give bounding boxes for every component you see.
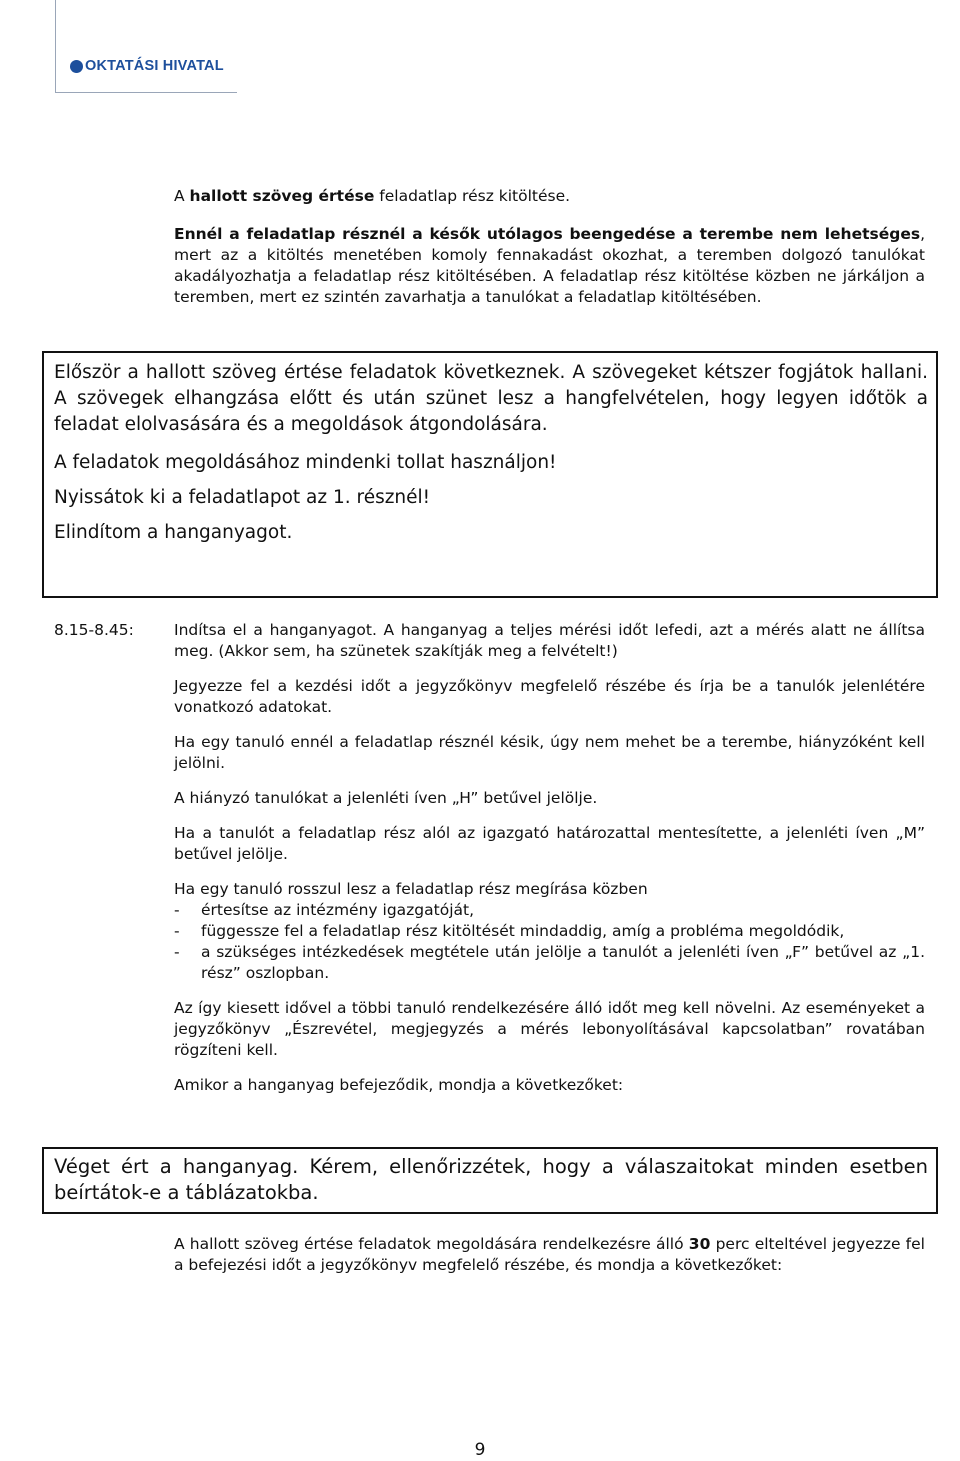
instruction-5: Ha a tanulót a feladatlap rész alól az igazgató határozattal mentesítette, a jelenléti íven „M” betűvel jelölje. [174,824,925,863]
list-dash: - [174,922,180,940]
instruction-3: Ha egy tanuló ennél a feladatlap résznél késik, úgy nem mehet be a terembe, hiányzóként kell jelölni. [174,733,925,772]
section-heading [174,186,925,207]
instruction-1: Indítsa el a hanganyagot. A hanganyag a teljes mérési időt lefedi, azt a mérés alatt ne állítsa meg. (Akkor sem, ha szünetek szakítják meg a felvételt!) [174,621,925,660]
logo-o-circle-icon [70,60,83,73]
instruction-2: Jegyezze fel a kezdési időt a jegyzőkönyv megfelelő részébe és írja be a tanulók jelenlétére vonatkozó adatokat. [174,677,925,716]
box2-text: Véget ért a hanganyag. Kérem, ellenőrizzétek, hogy a válaszaitokat minden esetben beírtátok-e a táblázatokba. [54,1155,928,1204]
read-aloud-box-end [42,1147,938,1214]
list-item [174,942,925,984]
list-item-text: a szükséges intézkedések megtétele után jelölje a tanulót a jelenléti íven „F” betűvel az „1. rész” oszlopban. [201,943,925,982]
box1-paragraph-4: Elindítom a hanganyagot. [54,522,293,543]
final-paragraph [174,1234,925,1276]
page-number: 9 [474,1440,486,1460]
box1-paragraph-2: A feladatok megoldásához mindenki tollat használjon! [54,452,557,473]
heading-prefix: A [174,187,190,205]
final-suffix: perc elteltével jegyezze fel a befejezési időt a jegyzőkönyv megfelelő részébe, és mondja a következőket: [174,1235,925,1274]
logo-horizontal-line [55,92,237,93]
list-dash: - [174,901,180,919]
heading-suffix: feladatlap rész kitöltése. [374,187,571,205]
instruction-7: Az így kiesett idővel a többi tanuló rendelkezésére álló időt meg kell növelni. Az eseményeket a jegyzőkönyv „Észrevétel, megjegyzés a mérés lebonyolításával kapcsolatban” rovatában rögzíteni kell. [174,999,925,1059]
instruction-6-intro: Ha egy tanuló rosszul lesz a feladatlap rész megírása közben [174,880,648,898]
logo [0,0,240,100]
instruction-4: A hiányzó tanulókat a jelenléti íven „H” betűvel jelölje. [174,789,598,807]
time-label: 8.15-8.45: [54,621,134,639]
final-bold-minutes: 30 [688,1235,711,1253]
instructions [174,620,925,1096]
final-prefix: A hallott szöveg értése feladatok megoldására rendelkezésre álló [174,1235,689,1253]
list-item [174,900,925,921]
intro-bold: Ennél a feladatlap résznél a késők utólagos beengedése a terembe nem lehetséges [174,225,921,243]
list-item-text: függessze fel a feladatlap rész kitöltését mindaddig, amíg a probléma megoldódik, [201,922,845,940]
read-aloud-box-start [42,351,938,598]
heading-bold: hallott szöveg értése [189,187,375,205]
box1-paragraph-1: Először a hallott szöveg értése feladatok következnek. A szövegeket kétszer fogjátok hallani. A szövegek elhangzása előtt és után szünet lesz a hangfelvételen, hogy legyen időtök a feladat elolvasására és a megoldások átgondolására. [54,362,928,435]
intro-rest: , mert az a kitöltés menetében komoly fennakadást okozhat, a teremben dolgozó tanulókat akadályozhatja a feladatlap rész kitöltésében. A feladatlap rész kitöltése közben ne járkáljon a teremben, mert ez szintén zavarhatja a tanulókat a feladatlap kitöltésében. [174,225,925,306]
box1-paragraph-3: Nyissátok ki a feladatlapot az 1. résznél! [54,487,431,508]
list-item-text: értesítse az intézmény igazgatóját, [201,901,475,919]
instruction-8: Amikor a hanganyag befejeződik, mondja a következőket: [174,1076,624,1094]
list-item [174,921,925,942]
list-dash: - [174,943,180,961]
intro-paragraph [174,224,925,308]
logo-vertical-line [55,0,56,92]
logo-text: OKTATÁSI HIVATAL [85,58,224,74]
